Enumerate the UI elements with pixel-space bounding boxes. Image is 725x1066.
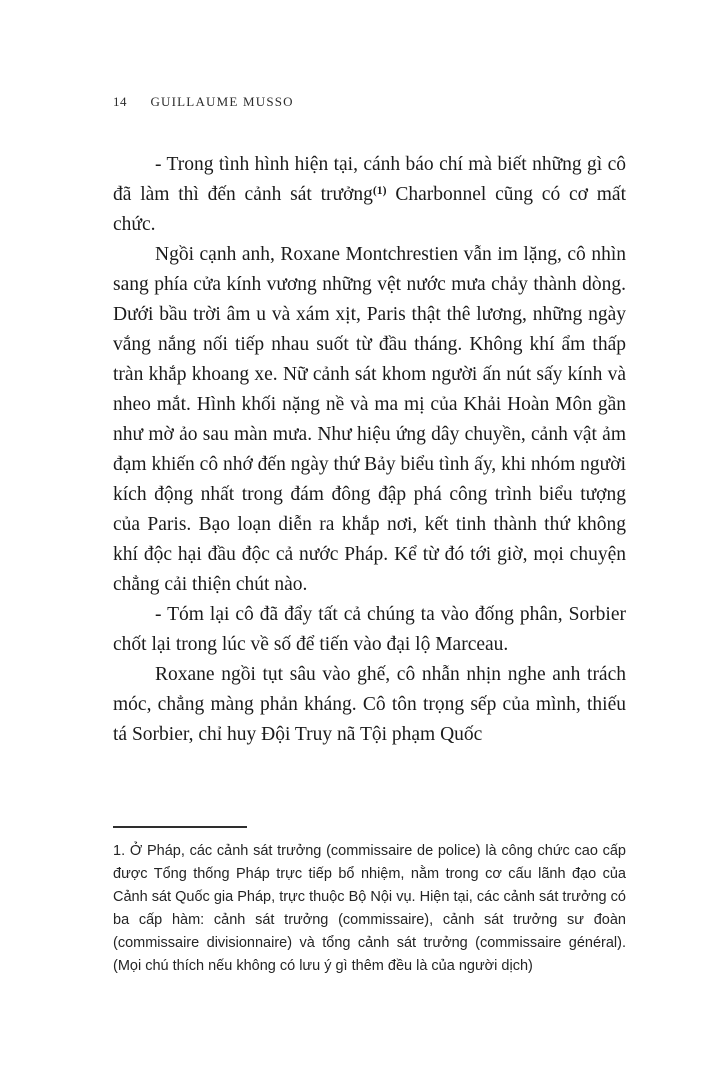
footnote-reference: (1) bbox=[372, 183, 387, 197]
paragraph-4: Roxane ngồi tụt sâu vào ghế, cô nhẫn nhịn nghe anh trách móc, chẳng màng phản kháng. Cô tôn trọng sếp của mình, thiếu tá Sorbier, chỉ huy Đội Truy nã Tội phạm Quốc bbox=[113, 664, 626, 745]
paragraph-2: Ngồi cạnh anh, Roxane Montchrestien vẫn im lặng, cô nhìn sang phía cửa kính vương những vệt nước mưa chảy thành dòng. Dưới bầu trời âm u và xám xịt, Paris thật thê lương, những ngày vắng nắng nối tiếp nhau suốt từ đầu tháng. Không khí ẩm thấp tràn khắp khoang xe. Nữ cảnh sát khom người ấn nút sấy kính và nheo mắt. Hình khối nặng nề và ma mị của Khải Hoàn Môn gần như mờ ảo sau màn mưa. Như hiệu ứng dây chuyền, cảnh vật ảm đạm khiến cô nhớ đến ngày thứ Bảy biểu tình ấy, khi nhóm người kích động nhất trong đám đông đập phá công trình biểu tượng của Paris. Bạo loạn diễn ra khắp nơi, kết tinh thành thứ không khí độc hại đầu độc cả nước Pháp. Kể từ đó tới giờ, mọi chuyện chẳng cải thiện chút nào. bbox=[113, 244, 626, 595]
paragraph-1-text-after: Charbonnel cũng có cơ mất chức. bbox=[113, 184, 626, 235]
paragraph-1-text: - Trong tình hình hiện tại, cánh báo chí mà biết những gì cô đã làm thì đến cảnh sát trưởng bbox=[113, 154, 626, 205]
footnote-area bbox=[113, 826, 626, 978]
body-text bbox=[113, 150, 626, 750]
footnote-divider bbox=[113, 826, 247, 828]
running-header bbox=[113, 95, 626, 109]
paragraph-3: - Tóm lại cô đã đẩy tất cả chúng ta vào đống phân, Sorbier chốt lại trong lúc về số để tiến vào đại lộ Marceau. bbox=[113, 604, 626, 655]
paragraph-1 bbox=[113, 150, 626, 240]
running-title: GUILLAUME MUSSO bbox=[150, 94, 294, 109]
page-number: 14 bbox=[113, 94, 127, 109]
footnote-text: 1. Ở Pháp, các cảnh sát trưởng (commissaire de police) là công chức cao cấp được Tổng thống Pháp trực tiếp bổ nhiệm, nằm trong cơ cấu lãnh đạo của Cảnh sát Quốc gia Pháp, trực thuộc Bộ Nội vụ. Hiện tại, các cảnh sát trưởng có ba cấp hàm: cảnh sát trưởng (commissaire), cảnh sát trưởng sư đoàn (commissaire divisionnaire) và tổng cảnh sát trưởng (commissaire général). (Mọi chú thích nếu không có lưu ý gì thêm đều là của người dịch) bbox=[113, 843, 626, 974]
